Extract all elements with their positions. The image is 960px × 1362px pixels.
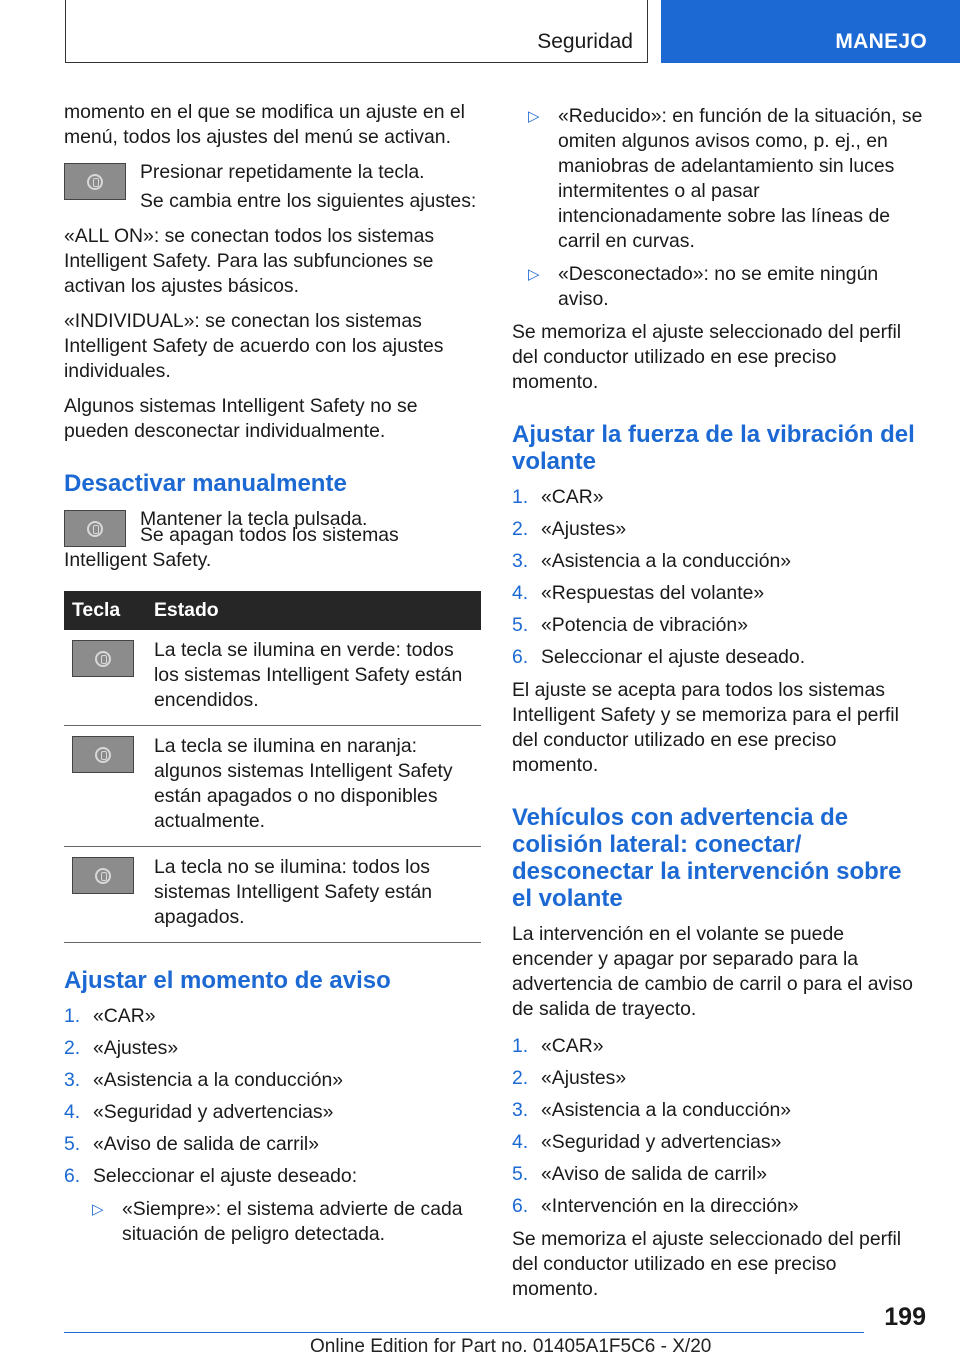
table-row bbox=[64, 847, 481, 943]
acepta-paragraph: El ajuste se acepta para todos los sistemas Intelligent Safety y se memoriza para el perfil del conductor utilizado en ese preciso momento. bbox=[512, 679, 899, 776]
triangle-bullet-icon: ▷ bbox=[528, 108, 540, 125]
right-column bbox=[512, 100, 926, 1312]
key-instruction-1 bbox=[64, 160, 481, 218]
steps-momento bbox=[64, 1004, 481, 1189]
list-item: ▷ «Reducido»: en función de la situación, se omiten algunos avisos como, p. ej., en maniobras de adelantamiento sin luces intermitentes o al pasar intencionadamente sobre las líneas de carril en curvas. bbox=[512, 104, 926, 254]
list-item: 4. «Seguridad y advertencias» bbox=[512, 1131, 782, 1153]
footer-edition: Online Edition for Part no. 01405A1F5C6 - X/20 bbox=[310, 1336, 712, 1357]
intervencion-paragraph: La intervención en el volante se puede encender y apagar por separado para la advertencia de cambio de carril o para el aviso de salida de trayecto. bbox=[512, 923, 913, 1020]
left-column bbox=[64, 100, 481, 1255]
heading-colision: Vehículos con advertencia de colisión lateral: conectar/ desconectar la intervención sobre el volante bbox=[512, 804, 902, 912]
list-item: 5. «Aviso de salida de carril» bbox=[64, 1133, 319, 1155]
allon-paragraph: «ALL ON»: se conectan todos los sistemas Intelligent Safety. Para las subfunciones se activan los ajustes básicos. bbox=[64, 225, 435, 297]
table-header-estado: Estado bbox=[146, 591, 481, 630]
header-section-title: Seguridad bbox=[537, 30, 633, 53]
status-table bbox=[64, 591, 481, 943]
steps-colision bbox=[512, 1034, 926, 1219]
intro-paragraph: momento en el que se modifica un ajuste en el menú, todos los ajustes del menú se activan. bbox=[64, 101, 465, 148]
steps-vibracion bbox=[512, 485, 926, 670]
intelligent-safety-key-icon bbox=[64, 163, 126, 200]
table-row bbox=[64, 726, 481, 847]
algunos-paragraph: Algunos sistemas Intelligent Safety no se pueden desconectar individualmente. bbox=[64, 395, 418, 442]
list-item: 6. Seleccionar el ajuste deseado: bbox=[64, 1165, 358, 1187]
list-item: ▷ «Desconectado»: no se emite ningún aviso. bbox=[512, 262, 926, 312]
intelligent-safety-key-icon bbox=[64, 510, 126, 547]
list-item: 1. «CAR» bbox=[512, 486, 604, 508]
heading-desactivar: Desactivar manualmente bbox=[64, 470, 347, 497]
list-item: 6. Seleccionar el ajuste deseado. bbox=[512, 646, 806, 668]
list-item: 2. «Ajustes» bbox=[64, 1037, 179, 1059]
list-item: 1. «CAR» bbox=[512, 1035, 604, 1057]
list-item: 5. «Potencia de vibración» bbox=[512, 614, 748, 636]
list-item: 4. «Seguridad y advertencias» bbox=[64, 1101, 334, 1123]
triangle-bullet-icon: ▷ bbox=[528, 266, 540, 283]
list-item: 1. «CAR» bbox=[64, 1005, 156, 1027]
table-cell-estado: La tecla no se ilumina: todos los sistemas Intelligent Safety están apagados. bbox=[146, 847, 481, 943]
table-cell-estado: La tecla se ilumina en naranja: algunos sistemas Intelligent Safety están apagados o no disponibles actualmente. bbox=[146, 726, 481, 847]
list-item: 5. «Aviso de salida de carril» bbox=[512, 1163, 767, 1185]
list-item: 6. «Intervención en la dirección» bbox=[512, 1195, 799, 1217]
options-list-left bbox=[64, 1197, 481, 1247]
individual-paragraph: «INDIVIDUAL»: se conectan los sistemas Intelligent Safety de acuerdo con los ajustes individuales. bbox=[64, 310, 444, 382]
header-chapter-tab bbox=[661, 0, 960, 63]
table-row bbox=[64, 630, 481, 726]
list-item: 3. «Asistencia a la conducción» bbox=[64, 1069, 344, 1091]
key-off-icon bbox=[72, 857, 134, 894]
list-item: 3. «Asistencia a la conducción» bbox=[512, 1099, 792, 1121]
header-section-box bbox=[65, 0, 648, 63]
page-number: 199 bbox=[884, 1303, 926, 1331]
key2-line2: Se apagan todos los sistemas Intelligent Safety. bbox=[64, 524, 399, 571]
table-header-tecla: Tecla bbox=[64, 591, 146, 630]
key2-line1: Mantener la tecla pulsada. bbox=[140, 508, 368, 530]
footer-divider bbox=[64, 1332, 864, 1333]
key1-line1: Presionar repetidamente la tecla. bbox=[140, 161, 425, 183]
header-chapter-title: MANEJO bbox=[835, 30, 927, 53]
memoriza-paragraph-1: Se memoriza el ajuste seleccionado del perfil del conductor utilizado en ese preciso momento. bbox=[512, 321, 902, 393]
triangle-bullet-icon: ▷ bbox=[92, 1201, 104, 1218]
heading-vibracion: Ajustar la fuerza de la vibración del volante bbox=[512, 421, 915, 475]
list-item: 2. «Ajustes» bbox=[512, 1067, 627, 1089]
heading-momento: Ajustar el momento de aviso bbox=[64, 967, 391, 994]
options-list-right bbox=[512, 104, 926, 312]
key-green-icon bbox=[72, 640, 134, 677]
key-orange-icon bbox=[72, 736, 134, 773]
memoriza-paragraph-2: Se memoriza el ajuste seleccionado del perfil del conductor utilizado en ese preciso momento. bbox=[512, 1228, 902, 1300]
list-item: ▷ «Siempre»: el sistema advierte de cada situación de peligro detectada. bbox=[64, 1197, 481, 1247]
list-item: 3. «Asistencia a la conducción» bbox=[512, 550, 792, 572]
table-cell-estado: La tecla se ilumina en verde: todos los sistemas Intelligent Safety están encendidos. bbox=[146, 630, 481, 726]
key1-line2: Se cambia entre los siguientes ajustes: bbox=[140, 190, 477, 212]
list-item: 4. «Respuestas del volante» bbox=[512, 582, 765, 604]
list-item: 2. «Ajustes» bbox=[512, 518, 627, 540]
